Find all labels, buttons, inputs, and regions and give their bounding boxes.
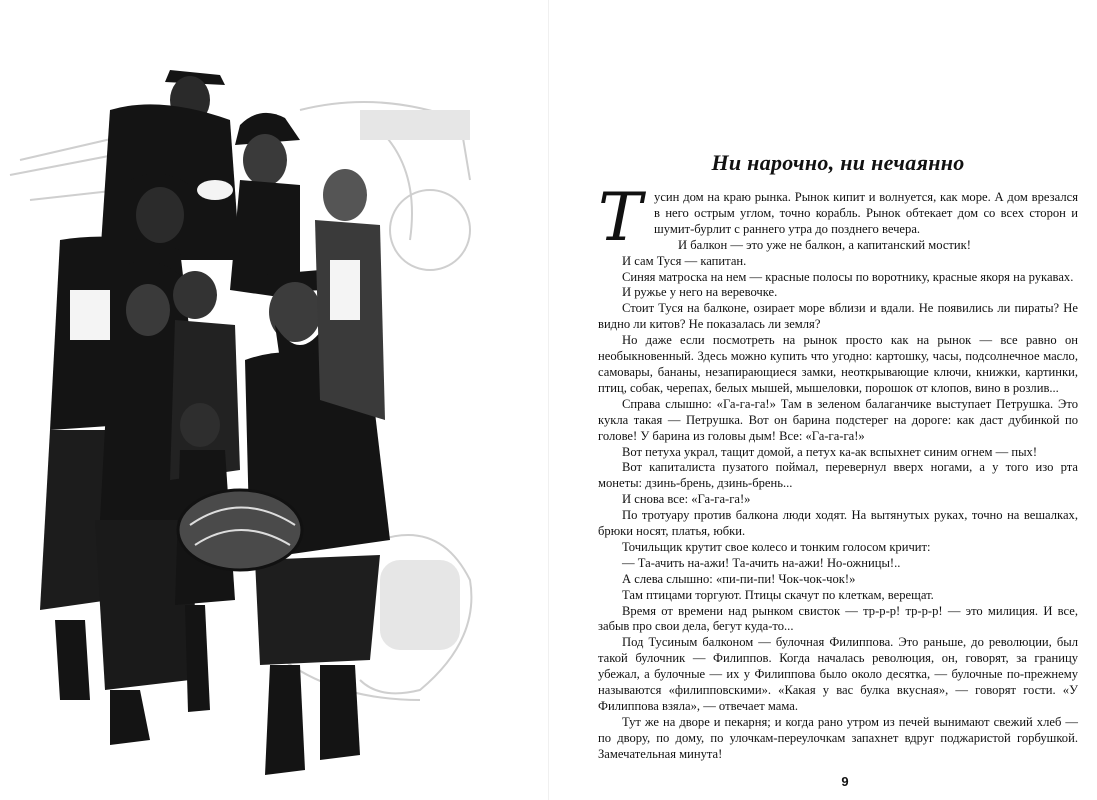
paragraph: Справа слышно: «Га-га-га!» Там в зеленом балаганчике выступает Петрушка. Это кукла такая — Петрушка. Вот он барина подстерег на дороге: как даст дубинкой по голове! У барина из головы дым! Все: «Га-га-га!» xyxy=(598,396,1078,443)
page-gutter xyxy=(548,0,549,800)
paragraph: И снова все: «Га-га-га!» xyxy=(622,492,751,507)
paragraph: Вот петуха украл, тащит домой, а петух ка-ак вспыхнет синим огнем — пых! xyxy=(622,444,1038,459)
paragraph: — Та-ачить на-ажи! Та-ачить на-ажи! Но-ожницы!.. xyxy=(622,555,901,570)
paragraph: Но даже если посмотреть на рынок просто как на рынок — все равно он необыкновенный. Здесь можно купить что угодно: картошку, часы, подсолнечное масло, самовары, бананы, незапирающиеся замки, неоткрывающие ключи, книжки, картинки, птиц, собак, черепах, белых мышей, мышеловки, порошок от клопов, вино в розлив... xyxy=(598,333,1078,395)
paragraph: Вот капиталиста пузатого поймал, перевернул вверх ногами, а у того изо рта монеты: дзинь-брень, дзинь-брень... xyxy=(598,460,1078,491)
paragraph: Точильщик крутит свое колесо и тонким голосом кричит: xyxy=(622,539,931,554)
paragraph: Стоит Туся на балконе, озирает море вблизи и вдали. Не появились ли пираты? Не видно ли китов? Не показалась ли земля? xyxy=(598,301,1078,332)
drop-cap: Т xyxy=(598,179,643,256)
paragraph: Тусин дом на краю рынка. Рынок кипит и волнуется, как море. А дом врезался в него острым углом, точно корабль. Рынок обтекает дом со всех сторон и шумит-бурлит с раннего утра до позднего вечера. xyxy=(598,179,1078,256)
paragraph: И балкон — это уже не балкон, а капитанский мостик! xyxy=(678,237,971,252)
chapter-body xyxy=(598,179,1078,763)
paragraph: Синяя матроска на нем — красные полосы по воротнику, красные якоря на рукавах. xyxy=(622,269,1074,284)
paragraph: Время от времени над рынком свисток — тр-р-р! тр-р-р! — это милиция. И все, забыв про свои дела, бегут куда-то... xyxy=(598,603,1078,634)
illustration xyxy=(0,0,548,800)
text-page xyxy=(598,150,1078,795)
page-number: 9 xyxy=(841,774,849,789)
paragraph: Тут же на дворе и пекарня; и когда рано утром из печей вынимают свежий хлеб — по двору, по дому, по улочкам-переулочкам запахнет вдруг поджаристой горбушкой. Замечательная минута! xyxy=(598,714,1078,761)
paragraph: Там птицами торгуют. Птицы скачут по клеткам, верещат. xyxy=(622,587,934,602)
paragraph: И сам Туся — капитан. xyxy=(622,253,747,268)
paragraph: По тротуару против балкона люди ходят. На вытянутых руках, точно на вешалках, брюки носят, платья, юбки. xyxy=(598,508,1078,539)
chapter-title: Ни нарочно, ни нечаянно xyxy=(711,150,965,175)
paragraph: Под Тусиным балконом — булочная Филиппова. Это раньше, до революции, был такой булочник — Филиппов. Когда началась революция, он, говорят, за границу убежал, а булочные — их у Филиппова было около десятка, — булочные по-прежнему называются «филипповскими». «Какая у вас булка вкусная», — говорят гости. «У Филиппова взяла», — отвечает мама. xyxy=(598,635,1078,713)
crowd-illustration-icon xyxy=(0,0,548,800)
paragraph: А слева слышно: «пи-пи-пи! Чок-чок-чок!» xyxy=(622,571,856,586)
paragraph: И ружье у него на веревочке. xyxy=(622,285,778,300)
